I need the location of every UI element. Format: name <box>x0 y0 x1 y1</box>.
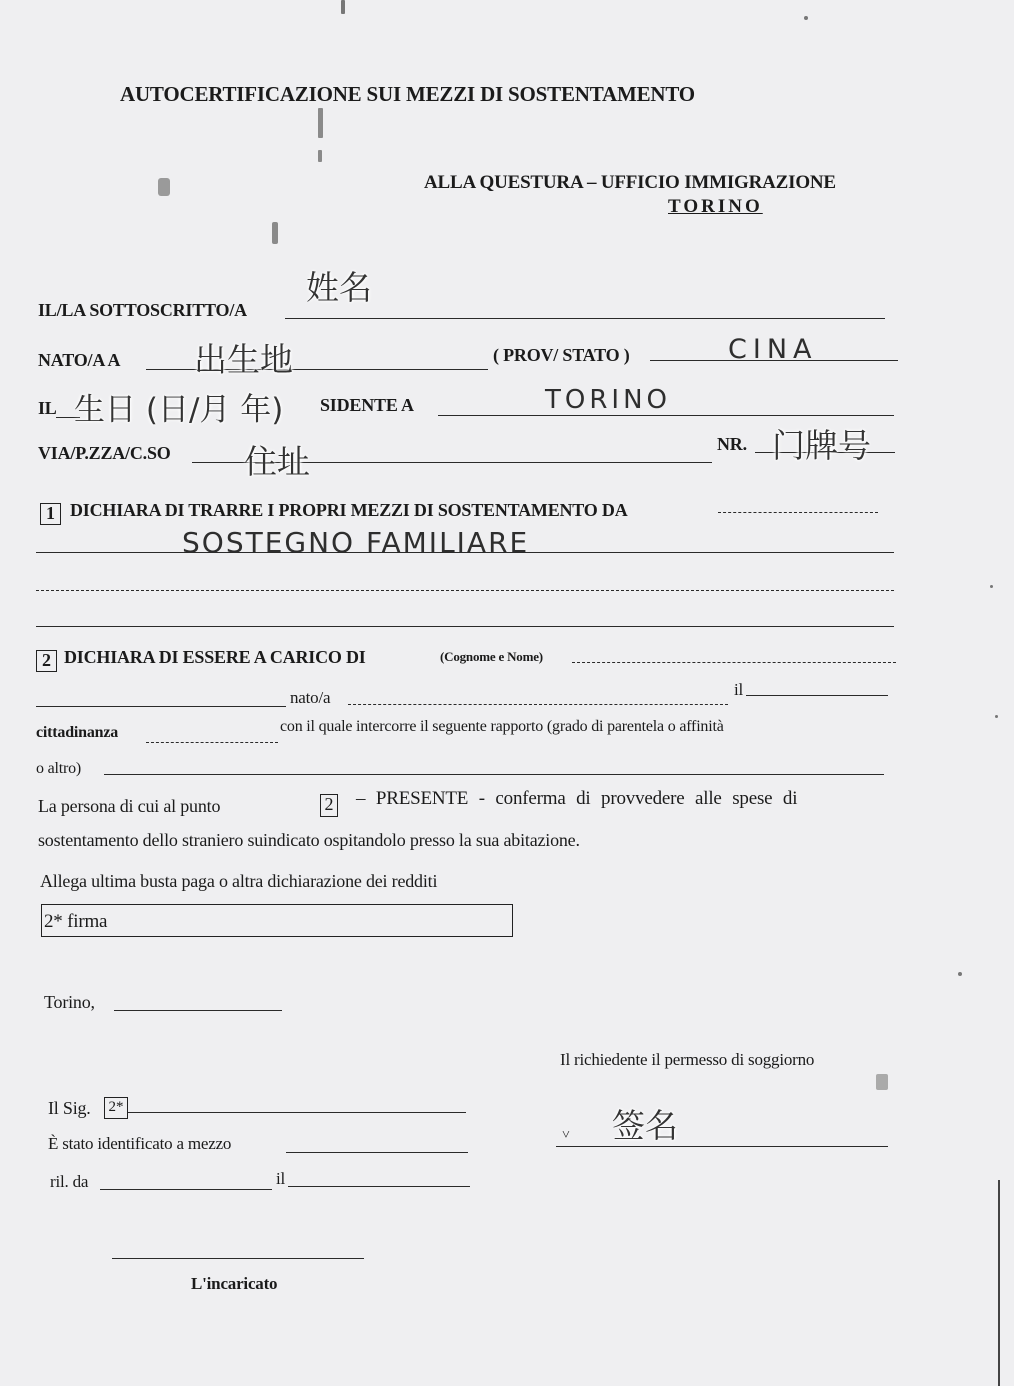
scan-speck <box>958 972 962 976</box>
section-2-number: 2 <box>36 650 57 672</box>
incaricato-line[interactable] <box>112 1258 364 1259</box>
address-hint: 住址 <box>244 442 310 481</box>
section-2-note: (Cognome e Nome) <box>440 649 543 664</box>
birthplace-hint: 出生地 <box>194 340 293 379</box>
presente-text-b: – PRESENTE - conferma di provvedere alle spese di <box>356 788 798 809</box>
residente-label: SIDENTE A <box>320 395 414 415</box>
prov-value: CINA <box>728 334 818 365</box>
scan-edge <box>998 1180 1000 1386</box>
presente-ref-box: 2 <box>320 794 338 817</box>
scan-speck <box>318 150 322 162</box>
presente-line2: sostentamento dello straniero suindicato ospitandolo presso la sua abitazione. <box>38 830 580 850</box>
document-title: AUTOCERTIFICAZIONE SUI MEZZI DI SOSTENTAMENTO <box>120 82 695 106</box>
birthdate-hint: 生日 (日/月 年) <box>74 392 284 428</box>
presente-text-a: La persona di cui al punto <box>38 796 221 816</box>
sottoscritto-line[interactable] <box>285 318 885 319</box>
scan-speck <box>341 0 345 14</box>
cittadinanza-label: cittadinanza <box>36 724 119 741</box>
carico-name-line[interactable] <box>36 706 286 707</box>
ril-line[interactable] <box>100 1189 272 1190</box>
signature-hint: 签名 <box>612 1106 678 1145</box>
altro-label: o altro) <box>36 760 82 777</box>
rapporto-label: con il quale intercorre il seguente rapporto (grado di parentela o affinità <box>280 718 724 735</box>
ril-label: ril. da <box>50 1172 89 1191</box>
allega-text: Allega ultima busta paga o altra dichiarazione dei redditi <box>40 871 438 891</box>
richiedente-label: Il richiedente il permesso di soggiorno <box>560 1050 815 1069</box>
identificato-line[interactable] <box>286 1152 468 1153</box>
sig-ref-box: 2* <box>104 1097 128 1119</box>
section-1-value: SOSTEGNO FAMILIARE <box>182 526 530 559</box>
signature-mark: ˅ <box>562 1128 570 1143</box>
recipient-city: TORINO <box>668 196 763 217</box>
applicant-signature-line[interactable] <box>556 1146 888 1147</box>
natoa-line[interactable] <box>348 704 728 705</box>
scan-speck <box>158 178 170 196</box>
sottoscritto-label: IL/LA SOTTOSCRITTO/A <box>38 300 247 320</box>
section-1-line-2[interactable] <box>36 590 894 591</box>
sig-line[interactable] <box>128 1112 466 1113</box>
section-1-line-0[interactable] <box>718 512 878 513</box>
name-hint: 姓名 <box>306 268 372 307</box>
incaricato-label: L'incaricato <box>191 1274 278 1293</box>
identificato-label: È stato identificato a mezzo <box>48 1134 232 1153</box>
prov-label: ( PROV/ STATO ) <box>493 345 630 365</box>
scan-speck <box>876 1074 888 1090</box>
scan-speck <box>990 585 993 588</box>
housenumber-hint: 门牌号 <box>772 426 871 465</box>
scan-speck <box>995 715 998 718</box>
via-label: VIA/P.ZZA/C.SO <box>38 443 171 463</box>
section-2-text: DICHIARA DI ESSERE A CARICO DI <box>64 647 366 667</box>
nato-label: NATO/A A <box>38 350 121 370</box>
il-label: IL <box>38 398 57 418</box>
section2-il-label: il <box>734 680 744 699</box>
carico-line[interactable] <box>572 662 896 663</box>
section-1-text: DICHIARA DI TRARRE I PROPRI MEZZI DI SOSTENTAMENTO DA <box>70 500 628 520</box>
nr-label: NR. <box>717 434 747 454</box>
ril-il-line[interactable] <box>288 1186 470 1187</box>
residente-value: TORINO <box>545 385 671 415</box>
ril-il-label: il <box>276 1169 286 1188</box>
torino-date-label: Torino, <box>44 992 95 1012</box>
firma-label: 2* firma <box>44 911 108 932</box>
section2-il-line[interactable] <box>746 695 888 696</box>
torino-date-line[interactable] <box>114 1010 282 1011</box>
scan-speck <box>318 108 323 138</box>
scan-speck <box>804 16 808 20</box>
altro-line[interactable] <box>104 774 884 775</box>
recipient-office: ALLA QUESTURA – UFFICIO IMMIGRAZIONE <box>424 172 836 193</box>
scan-speck <box>272 222 278 244</box>
section-1-line-3[interactable] <box>36 626 894 627</box>
section-1-number: 1 <box>40 503 61 525</box>
natoa-label: nato/a <box>290 688 331 707</box>
residente-line[interactable] <box>438 415 894 416</box>
cittadinanza-line[interactable] <box>146 742 278 743</box>
firma-box[interactable] <box>41 904 513 937</box>
sig-label: Il Sig. <box>48 1098 91 1118</box>
